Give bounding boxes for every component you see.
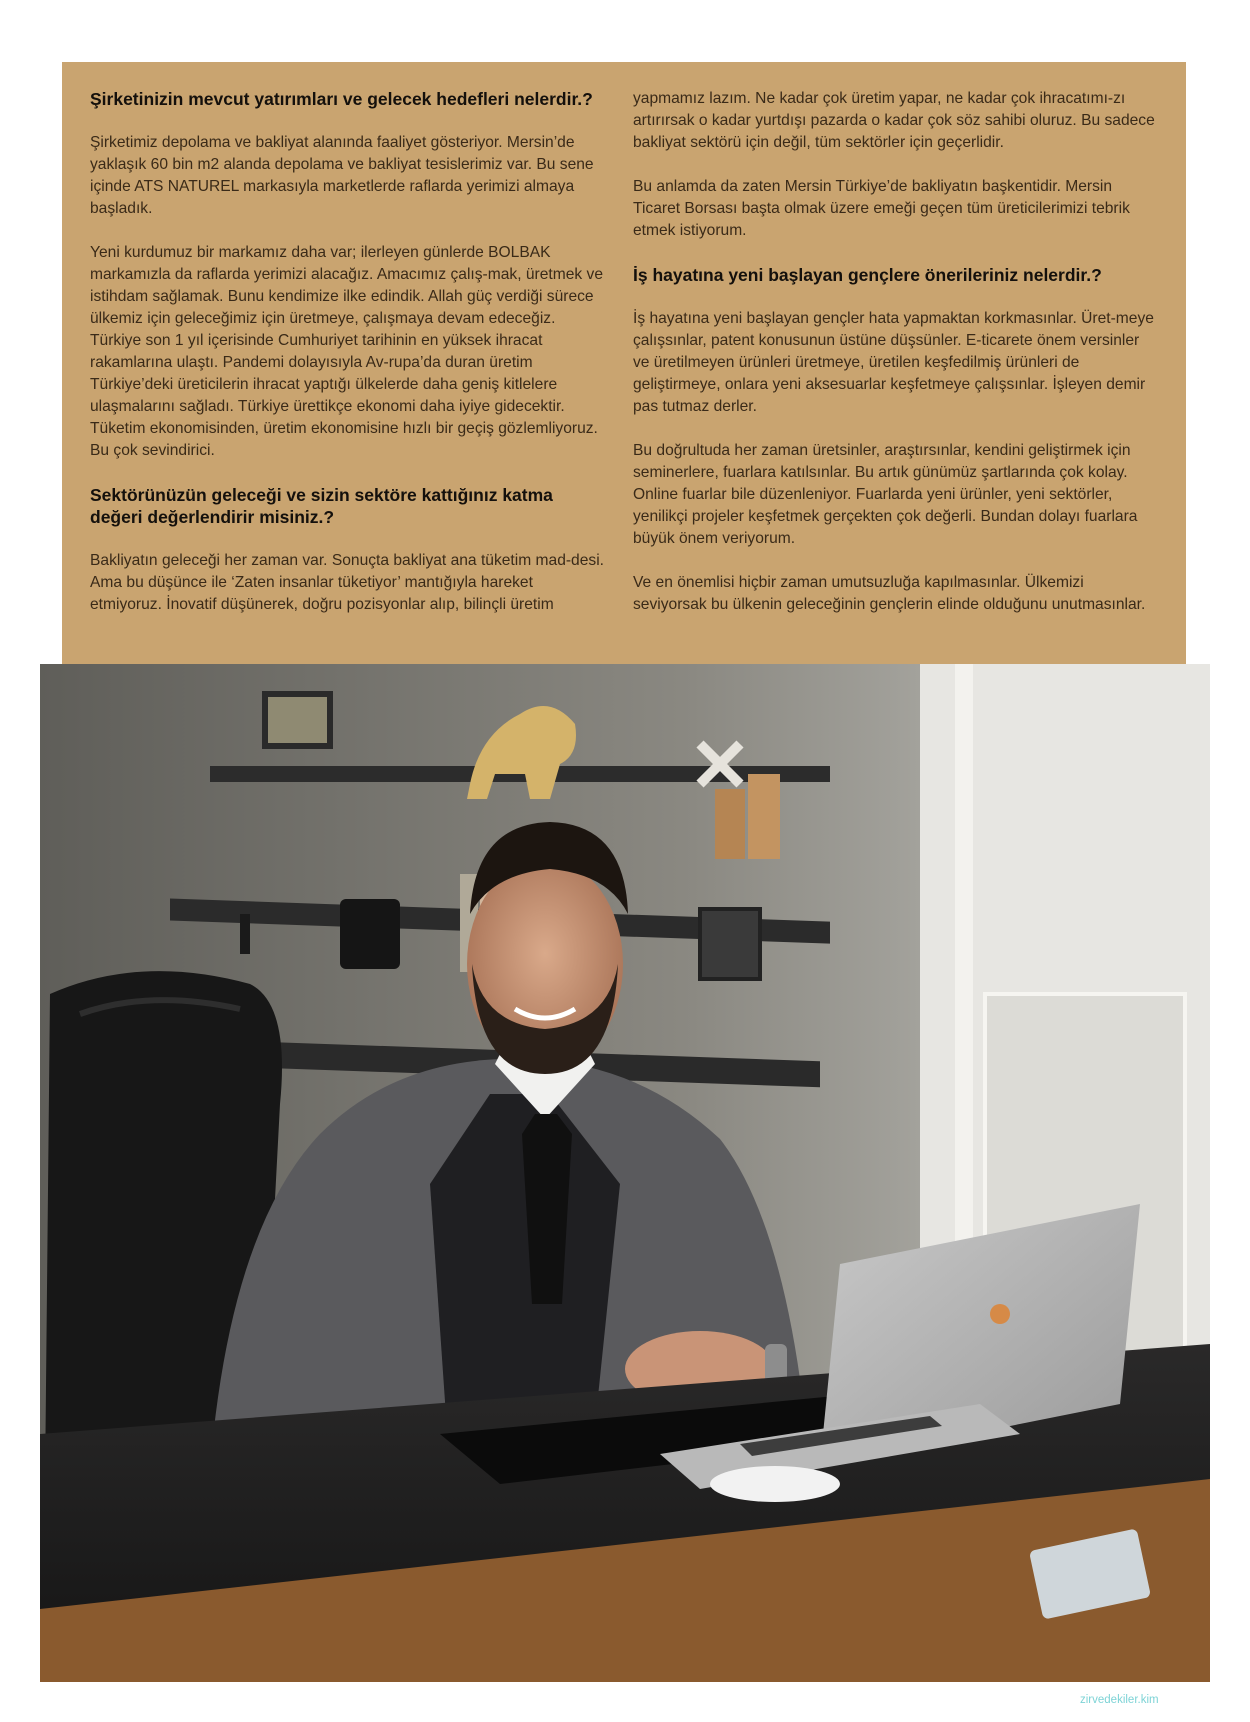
photo-frame	[265, 694, 330, 746]
answer-paragraph: Şirketimiz depolama ve bakliyat alanında faaliyet gösteriyor. Mersin’de yaklaşık 60 bin m2 alanda depolama ve bakliyat tesislerimiz var. Bu sene içinde ATS NATUREL markasıyla marketlerde raflarda yerimizi almaya başladık.	[90, 134, 594, 217]
question-heading: Şirketinizin mevcut yatırımları ve gelecek hedefleri nelerdir.?	[90, 89, 593, 109]
page-number: 52	[1176, 1694, 1189, 1706]
office-portrait-photo	[40, 664, 1210, 1682]
footer-site: zirvedekiler.kim	[1080, 1694, 1159, 1706]
left-column	[90, 88, 608, 638]
article-text-panel	[62, 62, 1186, 664]
black-box-decor	[340, 899, 400, 969]
right-column	[633, 88, 1160, 638]
wood-block-decor	[715, 789, 745, 859]
answer-paragraph: Bakliyatın geleceği her zaman var. Sonuçta bakliyat ana tüketim mad-desi. Ama bu düşünce ile ‘Zaten insanlar tüketiyor’ mantığıyla hareket etmiyoruz. İnovatif düşünerek, doğru pozisyonlar alıp, bilinçli üretim	[90, 552, 604, 613]
mouse	[710, 1466, 840, 1502]
laptop-logo	[990, 1304, 1010, 1324]
answer-paragraph: Bu anlamda da zaten Mersin Türkiye’de bakliyatın başkentidir. Mersin Ticaret Borsası başta olmak üzere emeği geçen tüm üreticilerimizi tebrik etmek istiyorum.	[633, 178, 1130, 239]
page-footer	[1080, 1692, 1189, 1708]
photo-frame	[700, 909, 760, 979]
footer-separator: |	[1165, 1694, 1169, 1706]
answer-paragraph: yapmamız lazım. Ne kadar çok üretim yapar, ne kadar çok ihracatımı-zı artırırsak o kadar yurtdışı pazarda o kadar çok söz sahibi oluruz. Bu sadece bakliyat sektörü için değil, tüm sektörler için geçerlidir.	[633, 90, 1155, 151]
answer-paragraph: Yeni kurdumuz bir markamız daha var; ilerleyen günlerde BOLBAK markamızla da raflarda yerimizi alacağız. Amacımız çalış-mak, üretmek ve istihdam sağlamak. Bunu kendimize ilke edindik. Allah güç verdiği sürece ülkemiz için geleceğimiz için üretmeye, çalışmaya devam edeceğiz. Türkiye son 1 yıl içerisinde Cumhuriyet tarihinin en yüksek ihracat rakamlarına ulaştı. Pandemi dolayısıyla Av-rupa’da duran üretim Türkiye’deki üreticilerin ihracat yaptığı ülkelerde daha geniş kitlelere ulaşmalarını sağladı. Türkiye ürettikçe ekonomi daha iyiye gidecektir. Tüketim ekonomisinden, üretim ekonomisine hızlı bir geçiş gözlemliyoruz. Bu çok sevindirici.	[90, 244, 604, 459]
question-heading: Sektörünüzün geleceği ve sizin sektöre kattığınız katma değeri değerlendirir misiniz.?	[90, 485, 553, 527]
shelf-bracket	[240, 914, 250, 954]
question-heading: İş hayatına yeni başlayan gençlere önerileriniz nelerdir.?	[633, 265, 1102, 285]
answer-paragraph: İş hayatına yeni başlayan gençler hata yapmaktan korkmasınlar. Üret-meye çalışsınlar, patent konusunun üstüne düşsünler. E-ticarete önem versinler ve üretilmeyen ürünleri üretmeye, üretilen keşfedilmiş ürünleri de geliştirmeye, onlara yeni aksesuarlar keşfetmeye çalışsınlar. İşleyen demir pas tutmaz derler.	[633, 310, 1154, 415]
answer-paragraph: Bu doğrultuda her zaman üretsinler, araştırsınlar, kendini geliştirmek için seminerlere, fuarlara katılsınlar. Bu artık günümüz şartlarında çok kolay. Online fuarlar bile düzenleniyor. Fuarlarda yeni ürünler, yeni sektörler, yenilikçi projeler keşfetmek gerçekten çok değerli. Bundan dolayı fuarlara büyük önem veriyorum.	[633, 442, 1138, 547]
wood-block-decor	[748, 774, 780, 859]
answer-paragraph: Ve en önemlisi hiçbir zaman umutsuzluğa kapılmasınlar. Ülkemizi seviyorsak bu ülkenin geleceğinin gençlerin elinde olduğunu unutmasınlar.	[633, 574, 1146, 613]
